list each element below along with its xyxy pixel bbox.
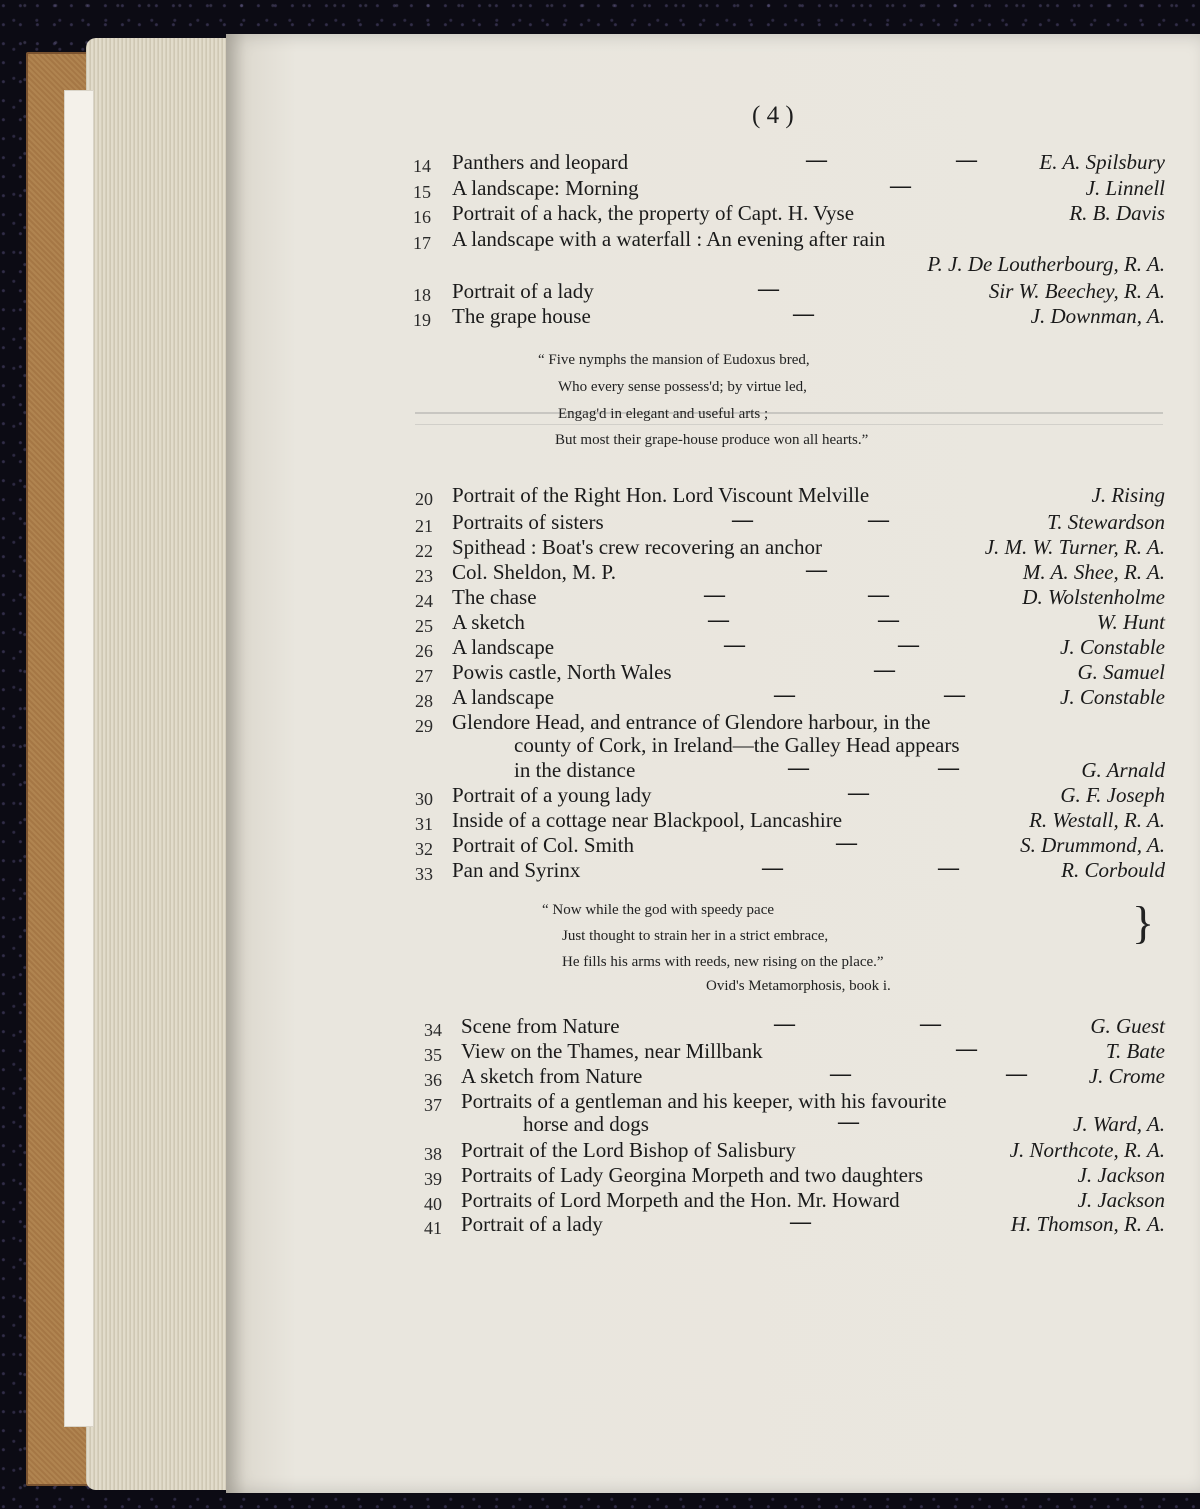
leader-dash: — xyxy=(938,755,959,779)
entry-artist: R. Westall, R. A. xyxy=(1029,808,1165,832)
leader-dash: — xyxy=(790,1209,811,1233)
entry-title: Portraits of a gentleman and his keeper, with his favourite xyxy=(461,1089,947,1113)
entry-title: Glendore Head, and entrance of Glendore harbour, in the xyxy=(452,710,931,734)
entry-title: The grape house xyxy=(452,304,591,328)
entry-title: Portrait of a hack, the property of Capt. H. Vyse xyxy=(452,201,855,225)
leader-dash: — xyxy=(774,682,795,706)
entry-artist: J. Rising xyxy=(1091,483,1165,507)
entry-artist: Sir W. Beechey, R. A. xyxy=(988,279,1165,303)
catalogue-entry xyxy=(0,301,1165,330)
entry-artist: J. Crome xyxy=(1088,1064,1165,1088)
leader-dash: — xyxy=(758,276,779,300)
leader-dash: — xyxy=(868,582,889,606)
entry-number: 19 xyxy=(413,310,431,330)
entry-number: 20 xyxy=(415,489,433,509)
leader-dash: — xyxy=(762,855,783,879)
entry-artist: G. Arnald xyxy=(1081,758,1165,782)
entry-title: Inside of a cottage near Blackpool, Lancashire xyxy=(452,808,843,832)
entry-artist: T. Bate xyxy=(1105,1039,1165,1063)
catalogue-entry xyxy=(0,483,1165,509)
entry-artist: T. Stewardson xyxy=(1047,510,1165,534)
leader-dash: — xyxy=(956,1036,977,1060)
catalogue-entry xyxy=(0,855,1165,884)
entry-title: Spithead : Boat's crew recovering an anchor xyxy=(452,535,822,559)
entry-artist: G. Guest xyxy=(1090,1014,1165,1038)
entry-title: Portrait of the Right Hon. Lord Viscount Melville xyxy=(452,483,870,507)
leader-dash: — xyxy=(944,682,965,706)
entry-title: county of Cork, in Ireland—the Galley Head appears xyxy=(514,733,960,757)
entry-number: 28 xyxy=(415,691,433,711)
entry-title: The chase xyxy=(452,585,537,609)
verse-line: But most their grape-house produce won all hearts.” xyxy=(555,432,869,448)
leader-dash: — xyxy=(868,507,889,531)
entry-title: Portrait of Col. Smith xyxy=(452,833,635,857)
show-through-rule xyxy=(415,412,1163,425)
entry-artist: J. Constable xyxy=(1060,685,1165,709)
entry-title: View on the Thames, near Millbank xyxy=(461,1039,763,1063)
leader-dash: — xyxy=(898,632,919,656)
entry-number: 38 xyxy=(424,1144,442,1164)
catalogue-entry xyxy=(0,1061,1165,1090)
entry-number: 29 xyxy=(415,716,433,736)
entry-title: A landscape: Morning xyxy=(452,176,639,200)
entry-number: 32 xyxy=(415,839,433,859)
entry-number: 34 xyxy=(424,1020,442,1040)
verse-line: He fills his arms with reeds, new rising on the place.” xyxy=(562,954,884,970)
page-number: ( 4 ) xyxy=(752,102,794,129)
catalogue-entry xyxy=(0,780,1165,809)
entry-number: 14 xyxy=(413,156,431,176)
verse-line: Engag'd in elegant and useful arts ; xyxy=(558,406,769,422)
entry-artist: H. Thomson, R. A. xyxy=(1010,1212,1165,1236)
entry-title: Powis castle, North Wales xyxy=(452,660,672,684)
entry-artist: J. Downman, A. xyxy=(1030,304,1165,328)
catalogue-entry xyxy=(0,227,1165,253)
entry-title: in the distance xyxy=(514,758,636,782)
entry-number: 35 xyxy=(424,1045,442,1065)
entry-number: 31 xyxy=(415,814,433,834)
entry-title: Portraits of Lord Morpeth and the Hon. Mr. Howard xyxy=(461,1188,900,1212)
entry-artist: W. Hunt xyxy=(1096,610,1165,634)
catalogue-entry xyxy=(0,201,1165,227)
entry-artist: J. Jackson xyxy=(1077,1188,1165,1212)
catalogue-entry xyxy=(0,755,1165,784)
entry-title: Portrait of the Lord Bishop of Salisbury xyxy=(461,1138,796,1162)
leader-dash: — xyxy=(878,607,899,631)
catalogue-entry xyxy=(0,535,1165,561)
entry-title: horse and dogs xyxy=(523,1112,649,1136)
catalogue-entry xyxy=(0,582,1165,611)
entry-artist: P. J. De Loutherbourg, R. A. xyxy=(927,252,1165,276)
entry-artist: G. F. Joseph xyxy=(1060,783,1165,807)
catalogue-entry xyxy=(0,808,1165,834)
catalogue-entry xyxy=(0,252,1165,278)
entry-number: 30 xyxy=(415,789,433,809)
catalogue-entry xyxy=(0,557,1165,586)
leader-dash: — xyxy=(848,780,869,804)
leader-dash: — xyxy=(836,830,857,854)
catalogue-entry xyxy=(0,1011,1165,1040)
entry-artist: G. Samuel xyxy=(1077,660,1165,684)
leader-dash: — xyxy=(890,173,911,197)
entry-artist: J. Ward, A. xyxy=(1073,1112,1165,1136)
entry-artist: J. Jackson xyxy=(1077,1163,1165,1187)
entry-number: 24 xyxy=(415,591,433,611)
entry-artist: J. M. W. Turner, R. A. xyxy=(984,535,1165,559)
catalogue-entry xyxy=(0,682,1165,711)
entry-artist: J. Constable xyxy=(1060,635,1165,659)
entry-number: 37 xyxy=(424,1095,442,1115)
catalogue-entry xyxy=(0,607,1165,636)
entry-number: 25 xyxy=(415,616,433,636)
entry-title: A sketch xyxy=(452,610,525,634)
entry-number: 33 xyxy=(415,864,433,884)
catalogue-entry xyxy=(0,1138,1165,1164)
entry-title: Portraits of Lady Georgina Morpeth and two daughters xyxy=(461,1163,924,1187)
entry-artist: J. Northcote, R. A. xyxy=(1009,1138,1165,1162)
entry-artist: S. Drummond, A. xyxy=(1020,833,1165,857)
catalogue-entry xyxy=(0,1163,1165,1189)
entry-number: 27 xyxy=(415,666,433,686)
entry-number: 26 xyxy=(415,641,433,661)
entry-number: 16 xyxy=(413,207,431,227)
entry-number: 21 xyxy=(415,516,433,536)
catalogue-entry xyxy=(0,1109,1165,1138)
entry-number: 36 xyxy=(424,1070,442,1090)
leader-dash: — xyxy=(938,855,959,879)
verse-line: “ Now while the god with speedy pace xyxy=(542,902,775,918)
entry-number: 15 xyxy=(413,182,431,202)
verse-line: Just thought to strain her in a strict embrace, xyxy=(562,928,829,944)
entry-title: A landscape xyxy=(452,685,555,709)
leader-dash: — xyxy=(830,1061,851,1085)
leader-dash: — xyxy=(732,507,753,531)
leader-dash: — xyxy=(793,301,814,325)
leader-dash: — xyxy=(788,755,809,779)
catalogue-entry xyxy=(0,657,1165,686)
entry-title: A landscape xyxy=(452,635,555,659)
leader-dash: — xyxy=(708,607,729,631)
leader-dash: — xyxy=(806,147,827,171)
catalogue-entry xyxy=(0,173,1165,202)
catalogue-entry xyxy=(0,632,1165,661)
entry-title: Portraits of sisters xyxy=(452,510,604,534)
catalogue-entry xyxy=(0,507,1165,536)
entry-number: 40 xyxy=(424,1194,442,1214)
leader-dash: — xyxy=(774,1011,795,1035)
leader-dash: — xyxy=(724,632,745,656)
entry-title: A landscape with a waterfall : An evening after rain xyxy=(452,227,886,251)
entry-number: 41 xyxy=(424,1218,442,1238)
entry-number: 39 xyxy=(424,1169,442,1189)
entry-number: 18 xyxy=(413,285,431,305)
catalogue-entry xyxy=(0,830,1165,859)
leader-dash: — xyxy=(838,1109,859,1133)
entry-title: Col. Sheldon, M. P. xyxy=(452,560,616,584)
catalogue-entry xyxy=(0,276,1165,305)
entry-title: A sketch from Nature xyxy=(461,1064,643,1088)
leader-dash: — xyxy=(1006,1061,1027,1085)
catalogue-entry xyxy=(0,733,1165,759)
leader-dash: — xyxy=(806,557,827,581)
entry-title: Pan and Syrinx xyxy=(452,858,581,882)
catalogue-entry xyxy=(0,1188,1165,1214)
entry-number: 23 xyxy=(415,566,433,586)
entry-artist: R. Corbould xyxy=(1061,858,1165,882)
entry-artist: M. A. Shee, R. A. xyxy=(1022,560,1165,584)
entry-artist: R. B. Davis xyxy=(1069,201,1165,225)
entry-artist: J. Linnell xyxy=(1085,176,1165,200)
entry-title: Portrait of a lady xyxy=(452,279,594,303)
leader-dash: — xyxy=(956,147,977,171)
verse-source: Ovid's Metamorphosis, book i. xyxy=(706,978,891,994)
catalogue-entry xyxy=(0,1209,1165,1238)
verse-line: Who every sense possess'd; by virtue led, xyxy=(558,379,807,395)
verse-line: “ Five nymphs the mansion of Eudoxus bred, xyxy=(538,352,810,368)
entry-artist: D. Wolstenholme xyxy=(1022,585,1165,609)
leader-dash: — xyxy=(874,657,895,681)
entry-number: 22 xyxy=(415,541,433,561)
verse-brace: } xyxy=(1132,897,1155,948)
catalogue-entry xyxy=(0,147,1165,176)
entry-title: Scene from Nature xyxy=(461,1014,620,1038)
leader-dash: — xyxy=(920,1011,941,1035)
entry-artist: E. A. Spilsbury xyxy=(1039,150,1165,174)
entry-title: Portrait of a young lady xyxy=(452,783,652,807)
entry-title: Panthers and leopard xyxy=(452,150,629,174)
leader-dash: — xyxy=(704,582,725,606)
catalogue-entry xyxy=(0,1036,1165,1065)
entry-title: Portrait of a lady xyxy=(461,1212,603,1236)
entry-number: 17 xyxy=(413,233,431,253)
